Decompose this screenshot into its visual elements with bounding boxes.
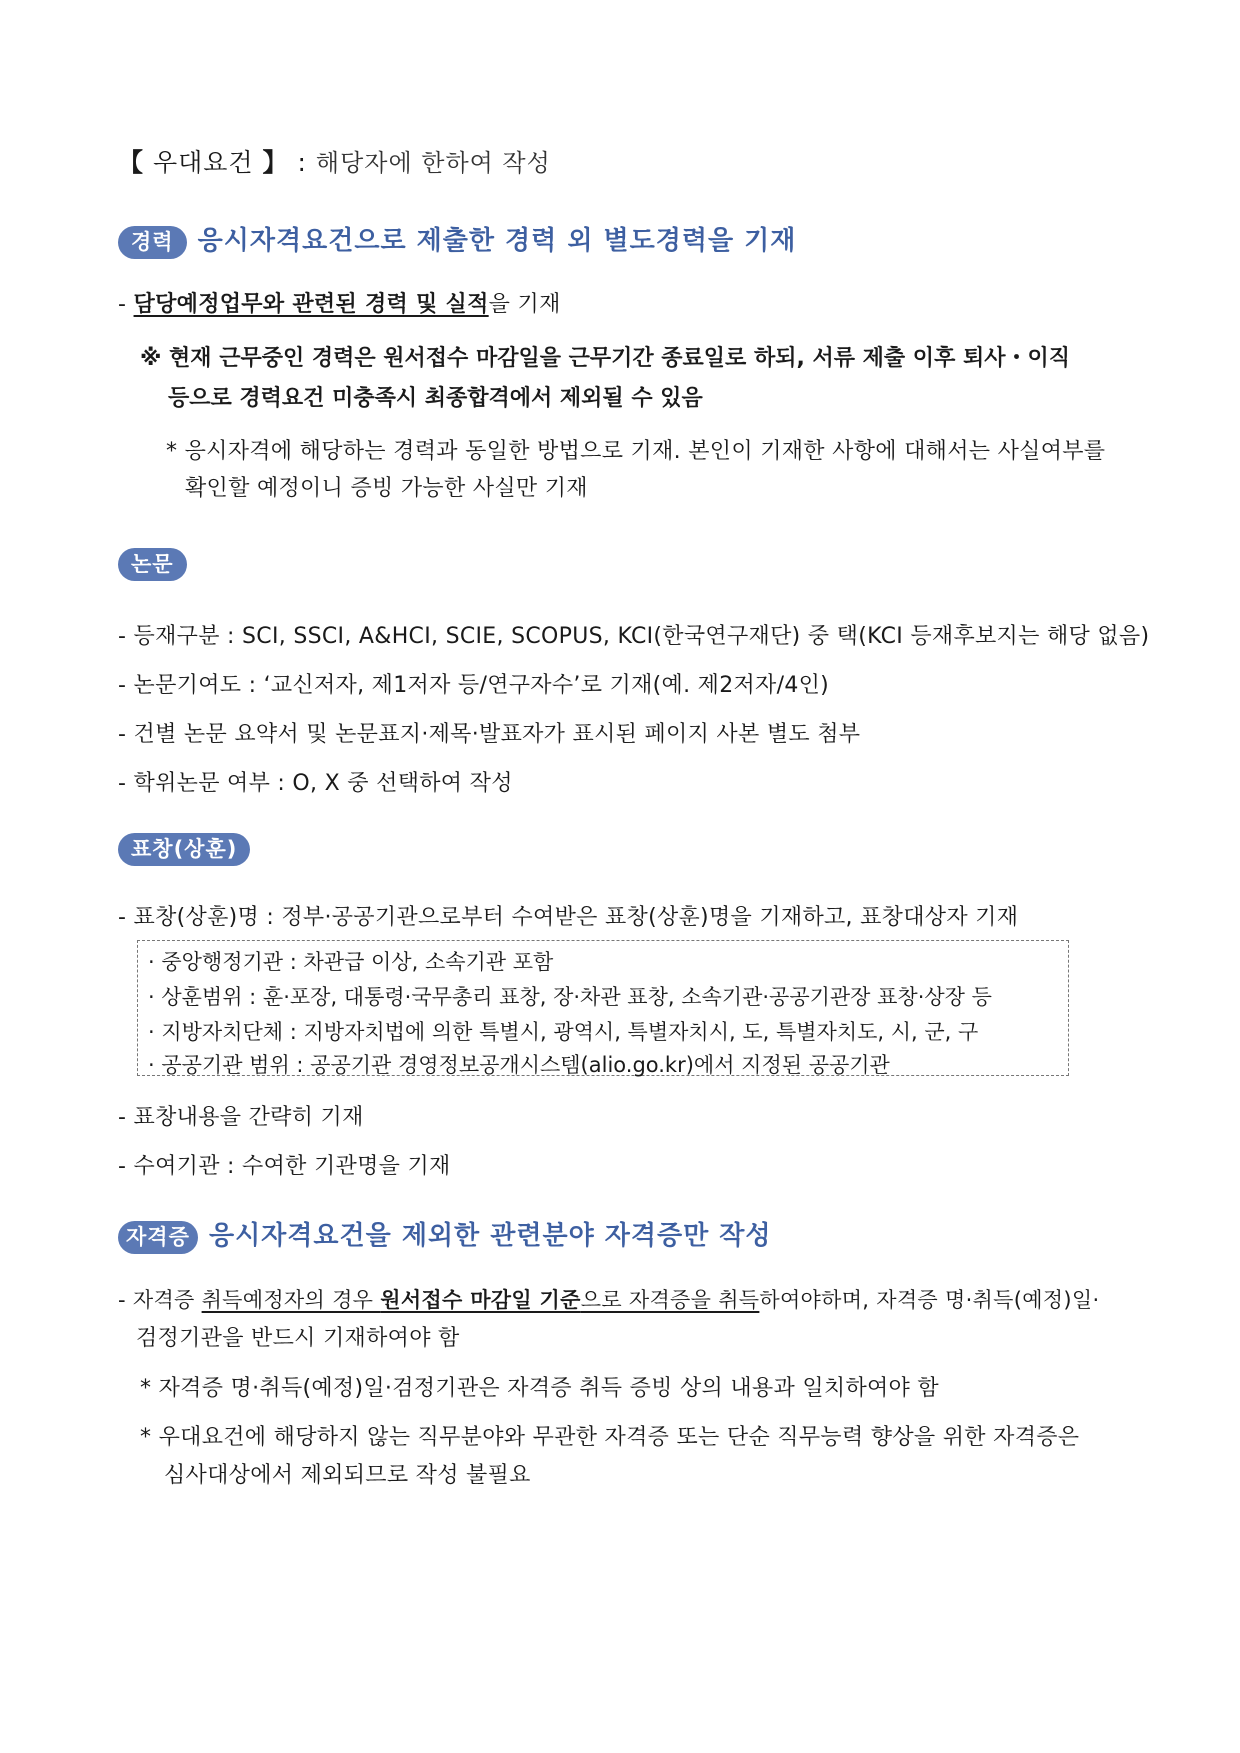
award-detail-box: [137, 940, 1069, 1076]
paper-item-1: - 등재구분 : SCI, SSCI, A&HCI, SCIE, SCOPUS, KCI(한국연구재단) 중 택(KCI 등재후보지는 해당 없음): [118, 624, 1150, 649]
award-badge: 표창(상훈): [118, 833, 250, 866]
paper-item-2: - 논문기여도 : ‘교신저자, 제1저자 등/연구자수’로 기재(예. 제2저자/4인): [118, 673, 830, 698]
license-star-1: * 자격증 명·취득(예정)일·검정기관은 자격증 취득 증빙 상의 내용과 일치하여야 함: [140, 1376, 939, 1401]
award-box-row-4: · 공공기관 범위 : 공공기관 경영정보공개시스템(alio.go.kr)에서 지정된 공공기관: [148, 1053, 890, 1077]
award-item-1: - 표창(상훈)명 : 정부·공공기관으로부터 수여받은 표창(상훈)명을 기재하고, 표창대상자 기재: [118, 905, 1019, 930]
title-subtitle: 해당자에 한하여 작성: [315, 149, 551, 177]
award-box-row-3: · 지방자치단체 : 지방자치법에 의한 특별시, 광역시, 특별자치시, 도, 특별자치도, 시, 군, 구: [148, 1020, 979, 1044]
bracket-close: 】: [262, 148, 289, 177]
license-item-1-emphasis: 원서접수 마감일 기준: [380, 1288, 581, 1312]
career-star-line-2: 확인할 예정이니 증빙 가능한 사실만 기재: [185, 476, 588, 501]
license-item-1-post: 하여야하며, 자격증 명·취득(예정)일·: [759, 1288, 1100, 1312]
page-title: [118, 143, 551, 179]
career-item-1: [118, 287, 561, 318]
license-item-1-underline-a: 취득예정자의 경우: [201, 1288, 381, 1312]
title-colon: :: [297, 148, 307, 177]
career-note-line-2: 등으로 경력요건 미충족시 최종합격에서 제외될 수 있음: [168, 386, 703, 411]
license-item-1-underline-b: 으로 자격증을 취득: [580, 1288, 760, 1312]
award-item-3: - 수여기관 : 수여한 기관명을 기재: [118, 1154, 451, 1179]
paper-item-3: - 건별 논문 요약서 및 논문표지·제목·발표자가 표시된 페이지 사본 별도 첨부: [118, 722, 861, 747]
license-item-1: [118, 1284, 1099, 1314]
career-section-header: [118, 220, 796, 259]
license-heading: 응시자격요건을 제외한 관련분야 자격증만 작성: [208, 1221, 772, 1251]
paper-item-4: - 학위논문 여부 : O, X 중 선택하여 작성: [118, 771, 513, 796]
license-item-1-pre: - 자격증: [118, 1288, 202, 1312]
title-text: 우대요건: [152, 148, 254, 177]
career-star-line-1: * 응시자격에 해당하는 경력과 동일한 방법으로 기재. 본인이 기재한 사항에 대해서는 사실여부를: [166, 439, 1106, 464]
award-box-row-2: · 상훈범위 : 훈·포장, 대통령·국무총리 표창, 장·차관 표창, 소속기관·공공기관장 표창·상장 등: [148, 985, 992, 1009]
dash: -: [118, 292, 127, 317]
license-star-2-line-1: * 우대요건에 해당하지 않는 직무분야와 무관한 자격증 또는 단순 직무능력 향상을 위한 자격증은: [140, 1425, 1080, 1450]
license-star-2-line-2: 심사대상에서 제외되므로 작성 불필요: [164, 1463, 531, 1488]
career-badge: 경력: [118, 226, 187, 259]
award-section-header: [118, 833, 250, 866]
career-note-line-1: ※ 현재 근무중인 경력은 원서접수 마감일을 근무기간 종료일로 하되, 서류 제출 이후 퇴사・이직: [140, 346, 1070, 371]
paper-badge: 논문: [118, 548, 187, 581]
career-item-1-emphasis: 담당예정업무와 관련된 경력 및 실적: [133, 292, 489, 317]
license-item-1-line-2: 검정기관을 반드시 기재하여야 함: [136, 1326, 460, 1351]
career-item-1-rest: 을 기재: [488, 292, 561, 317]
award-box-row-1: · 중앙행정기관 : 차관급 이상, 소속기관 포함: [148, 950, 554, 974]
license-section-header: [118, 1215, 771, 1254]
award-item-2: - 표창내용을 간략히 기재: [118, 1105, 364, 1130]
license-badge: 자격증: [118, 1221, 198, 1254]
paper-section-header: [118, 548, 187, 581]
bracket-open: 【: [118, 148, 145, 177]
career-heading: 응시자격요건으로 제출한 경력 외 별도경력을 기재: [197, 226, 797, 256]
